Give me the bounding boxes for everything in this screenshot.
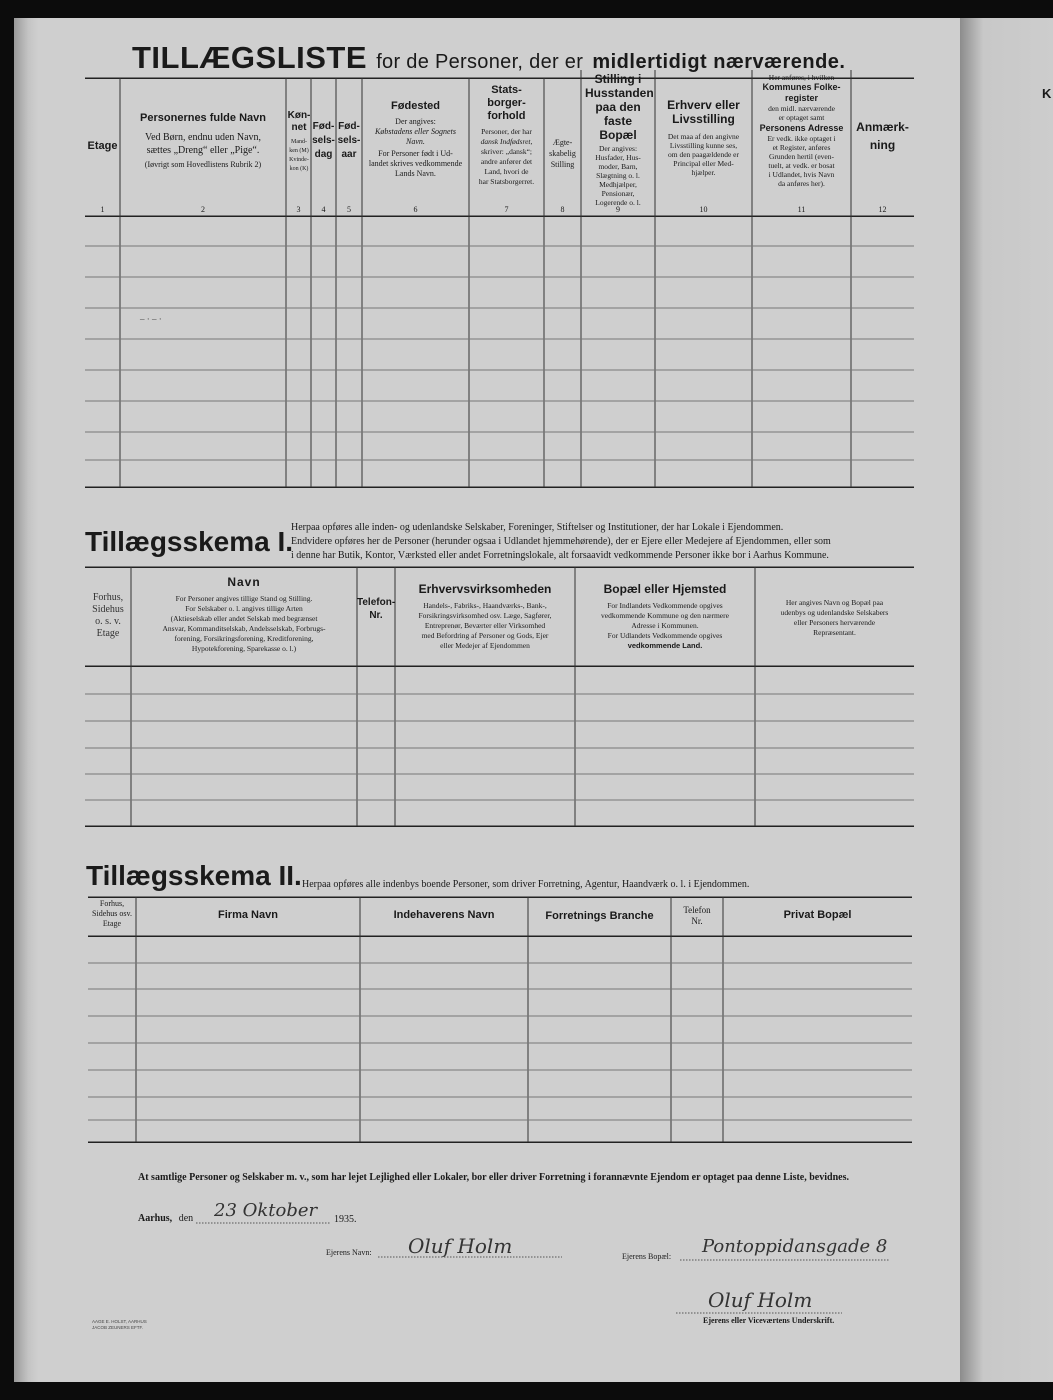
skema1-col-phone: Telefon- Nr. <box>357 597 396 621</box>
col-occupation-title: Erhverv eller Livsstilling <box>667 98 740 126</box>
col-number: 9 <box>616 205 620 214</box>
printer-imprint: AAGE E. HOLST, AARHUS JACOB ZEUNERS EFTF. <box>92 1319 147 1330</box>
col-number: 5 <box>347 205 351 214</box>
col-household-header: Stilling i Husstanden paa den faste Bopæl Der angives: Husfader, Hus- moder, Barn, Slægtning o. l. Medhjælper, Pensionær, Logerende o. l. <box>585 72 654 207</box>
col-number: 3 <box>296 205 301 214</box>
handwritten-date: 23 Oktober <box>214 1200 318 1221</box>
skema1-col-etage: Forhus, Sidehus o. s. v. Etage <box>92 592 124 639</box>
skema1-col-residence: Bopæl eller Hjemsted For Indlandets Vedkommende opgives vedkommende Kommune og den nærmere Adresse i Kommunen. For Udlandets Vedkommende opgives vedkommende Land. <box>575 582 755 651</box>
signature-label: Ejerens eller Viceværtens Underskrift. <box>703 1316 835 1325</box>
skema2-col-owner: Indehaverens Navn <box>393 909 495 921</box>
owner-name-label: Ejerens Navn: <box>326 1248 372 1257</box>
col-name-title: Personernes fulde Navn <box>140 112 266 124</box>
handwritten-signature: Oluf Holm <box>708 1288 813 1312</box>
col-number: 11 <box>797 205 806 214</box>
skema1-col-representative: Her angives Navn og Bopæl paa udenbys og udenlandske Selskabers eller Personers herværende Repræsentant. <box>780 598 889 637</box>
col-name-body-2: sættes „Dreng“ eller „Pige“. <box>146 145 260 156</box>
col-number: 1 <box>100 205 105 214</box>
col-number: 10 <box>699 205 708 214</box>
col-address-header: Her anføres, i hvilken Kommunes Folke- register den midl. nærværende er optaget samt Personens Adresse Er vedk. ikke optaget i et Register, anføres Grunden hertil (even- tuelt, at vedk. er bosat i Udlandet, hvis Navn da anføres her). <box>752 73 851 188</box>
col-birthplace-header: Fødested Der angives: Købstadens eller Sognets Navn. For Personer født i Ud- landet skrives vedkommende Lands Navn. <box>362 100 469 179</box>
skema1-col-business: Erhvervsvirksomheden Handels-, Fabriks-, Haandværks-, Bank-, Forsikringsvirksomhed osv. Læge, Sagfører, Entreprenør, Beværter eller Virksomhed med Befordring af Personer og Gods, Ejer eller Medejer af Ejendommen <box>395 582 575 651</box>
date-line <box>138 1213 193 1224</box>
col-name-body-3: (Iøvrigt som Hovedlistens Rubrik 2) <box>144 160 262 169</box>
title-middle: for de Personer, der er <box>376 51 584 73</box>
skema1-col-business-title: Erhvervsvirksomheden <box>418 582 552 596</box>
col-household-title: Stilling i Husstanden paa den faste Bopæl <box>585 72 654 142</box>
skema1-col-residence-title: Bopæl eller Hjemsted <box>603 582 727 596</box>
skema1-col-name: Navn For Personer angives tillige Stand og Stilling. For Selskaber o. l. angives tillige Arten (Aktieselskab eller andet Selskab med begrænset Ansvar, Kommanditselskab, Andelsselskab, Forbrugs- forening, Forsikringsforening, Kreditforening, Hypotekforening, Sparekasse o. l.) <box>131 575 357 654</box>
col-name-header <box>120 112 286 170</box>
owner-address-label: Ejerens Bopæl: <box>622 1252 672 1261</box>
col-gender-m: Mand-ken (M) <box>289 139 309 154</box>
col-occupation-header: Erhverv eller Livsstilling Det maa af den angivne Livsstilling kunne ses, om den paagældende er Principal eller Med- hjælper. <box>655 98 752 177</box>
col-number: 4 <box>321 205 326 214</box>
city-label: Aarhus, <box>138 1213 173 1224</box>
skema2-title: Tillægsskema II. <box>86 860 302 891</box>
col-number: 6 <box>413 205 418 214</box>
skema2-col-branch: Forretnings Branche <box>545 910 654 922</box>
skema2-col-phone: Telefon Nr. <box>683 905 711 926</box>
col-number: 2 <box>201 205 205 214</box>
skema1-description: Herpaa opføres alle inden- og udenlandske Selskaber, Foreninger, Stiftelser og Institutioner, der har Lokale i Ejendommen. Endvidere opføres her de Personer (herunder ogsaa i Udlandet hjemmehørende), der er Ejere eller Medejere af Ejendommen, eller som i denne har Butik, Kontor, Værksted eller andet Forretningslokale, alt forsaavidt vedkommende Personer ikke bor i Aarhus Kommune. <box>291 522 831 561</box>
skema2-col-etage: Forhus, Sidehus osv. Etage <box>92 899 132 928</box>
col-number: 7 <box>504 205 509 214</box>
col-remarks-title: Anmærk-ning <box>856 120 909 152</box>
den-label: den <box>178 1213 194 1224</box>
skema2-description: Herpaa opføres alle indenbys boende Personer, som driver Forretning, Agentur, Haandværk o. l. i Ejendommen. <box>302 879 750 890</box>
col-marital-header: Ægte- skabelig Stilling <box>549 138 576 169</box>
handwritten-owner-name: Oluf Holm <box>408 1234 513 1258</box>
col-citizenship-header: Stats-borger-forhold Personer, der har dansk Indfødsret, skriver: „dansk“; andre anfører det Land, hvori de har Statsborgerret. <box>478 84 535 186</box>
col-birthday-header: Fød- sels- dag <box>312 121 335 160</box>
skema1-title: Tillægsskema I. <box>85 526 294 557</box>
col-number: 12 <box>878 205 887 214</box>
col-birthplace-title: Fødested <box>391 100 440 112</box>
col-gender-title: Køn-net <box>287 110 311 133</box>
skema2-col-private-address: Privat Bopæl <box>783 909 852 921</box>
col-etage-header: Etage <box>87 140 118 152</box>
col-number: 8 <box>560 205 565 214</box>
col-birthyear-header: Fød- sels- aar <box>337 121 361 160</box>
col-address-title: Personens Adresse <box>759 123 844 133</box>
next-page-letter: K <box>1042 86 1052 101</box>
skema2-col-firm: Firma Navn <box>218 909 278 921</box>
col-remarks-header <box>851 118 914 154</box>
col-citizenship-title: Stats-borger-forhold <box>487 84 526 122</box>
skema1-col-name-title: Navn <box>227 575 261 589</box>
year-label: 1935. <box>334 1214 357 1225</box>
col-gender-header <box>287 110 311 174</box>
col-name-body-1: Ved Børn, endnu uden Navn, <box>144 132 262 143</box>
handwritten-owner-address: Pontoppidansgade 8 <box>702 1236 888 1257</box>
certification-text: At samtlige Personer og Selskaber m. v., som har lejet Lejlighed eller Lokaler, bor eller driver Forretning i forannævnte Ejendom er optaget paa denne Liste, bevidnes. <box>138 1172 849 1183</box>
title-main: TILLÆGSLISTE <box>132 40 368 75</box>
table-pencil-marks: – · – · <box>140 314 162 324</box>
col-gender-k: Kvinde-kon (K) <box>289 157 309 172</box>
title-end: midlertidigt nærværende. <box>592 51 846 73</box>
